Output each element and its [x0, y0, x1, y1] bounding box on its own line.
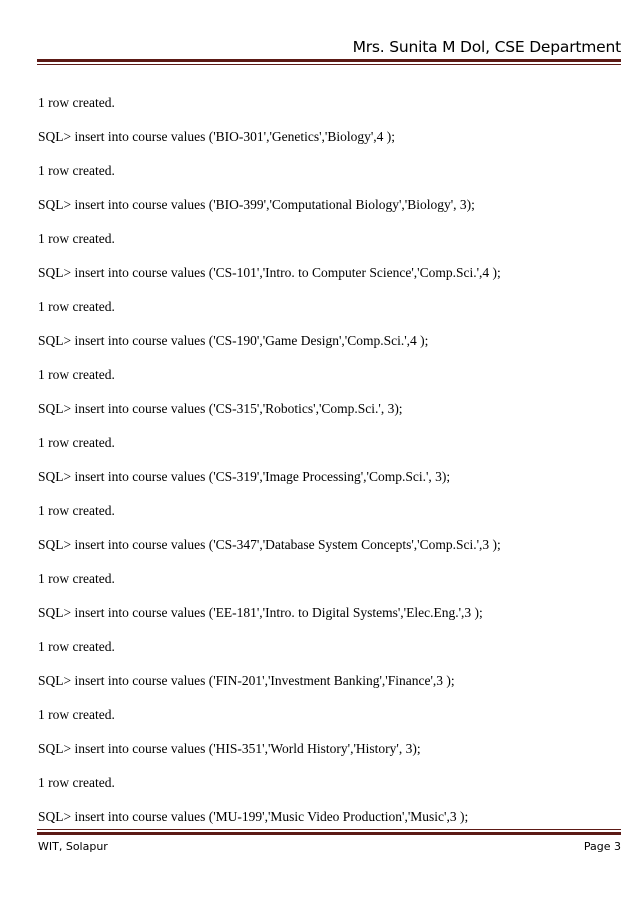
result-line: 1 row created. — [38, 163, 115, 178]
result-line: 1 row created. — [38, 775, 115, 790]
header-rule-thin — [37, 64, 621, 65]
footer-institution: WIT, Solapur — [38, 840, 108, 853]
result-line: 1 row created. — [38, 503, 115, 518]
result-line: 1 row created. — [38, 707, 115, 722]
result-line: 1 row created. — [38, 95, 115, 110]
sql-statement: SQL> insert into course values ('CS-101','Intro. to Computer Science','Comp.Sci.',4 ); — [38, 265, 501, 280]
footer-rule — [37, 832, 621, 835]
page-number: Page 3 — [583, 840, 621, 853]
document-body — [38, 94, 621, 842]
footer-rule-thin — [37, 829, 621, 830]
sql-statement: SQL> insert into course values ('MU-199','Music Video Production','Music',3 ); — [38, 809, 469, 824]
header-rule — [37, 59, 621, 62]
sql-statement: SQL> insert into course values ('CS-347','Database System Concepts','Comp.Sci.',3 ); — [38, 537, 501, 552]
result-line: 1 row created. — [38, 435, 115, 450]
sql-statement: SQL> insert into course values ('EE-181','Intro. to Digital Systems','Elec.Eng.',3 ); — [38, 605, 483, 620]
result-line: 1 row created. — [38, 571, 115, 586]
sql-statement: SQL> insert into course values ('HIS-351','World History','History', 3); — [38, 741, 421, 756]
sql-statement: SQL> insert into course values ('BIO-399','Computational Biology','Biology', 3); — [38, 197, 475, 212]
result-line: 1 row created. — [38, 367, 115, 382]
sql-statement: SQL> insert into course values ('CS-319','Image Processing','Comp.Sci.', 3); — [38, 469, 451, 484]
result-line: 1 row created. — [38, 299, 115, 314]
sql-statement: SQL> insert into course values ('FIN-201','Investment Banking','Finance',3 ); — [38, 673, 455, 688]
result-line: 1 row created. — [38, 639, 115, 654]
result-line: 1 row created. — [38, 231, 115, 246]
sql-statement: SQL> insert into course values ('CS-315','Robotics','Comp.Sci.', 3); — [38, 401, 403, 416]
sql-statement: SQL> insert into course values ('CS-190','Game Design','Comp.Sci.',4 ); — [38, 333, 429, 348]
page-header-title: Mrs. Sunita M Dol, CSE Department — [352, 38, 621, 56]
sql-statement: SQL> insert into course values ('BIO-301','Genetics','Biology',4 ); — [38, 129, 396, 144]
